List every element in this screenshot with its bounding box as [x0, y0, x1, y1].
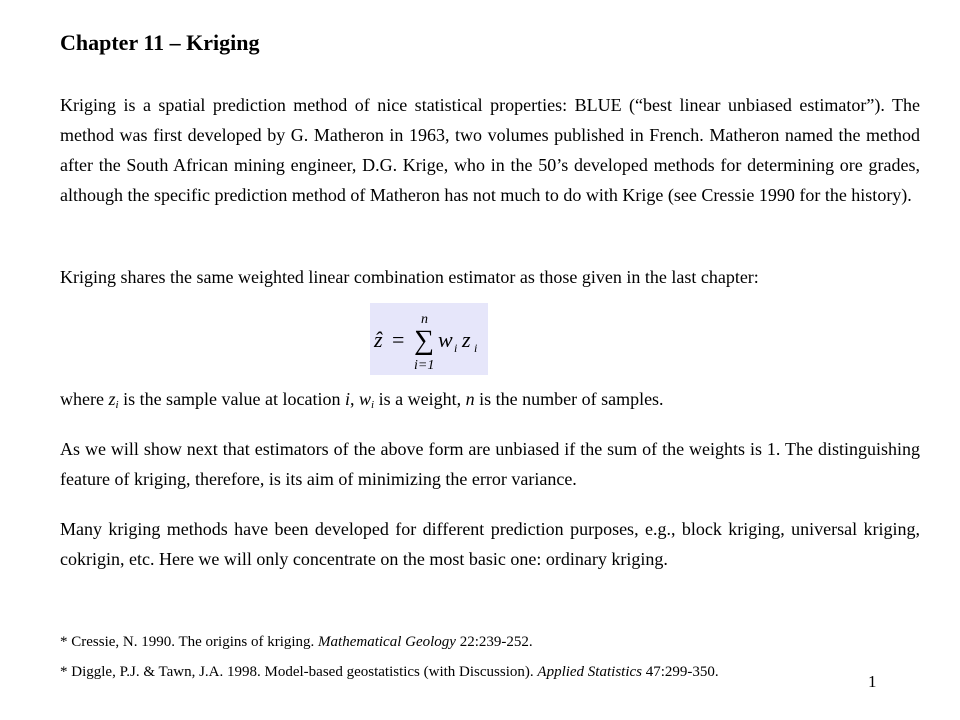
formula-z: z: [462, 327, 471, 352]
formula-z-subscript: i: [474, 341, 478, 355]
formula-equals: =: [392, 327, 405, 352]
estimator-formula: [370, 303, 488, 375]
unbiased-paragraph: As we will show next that estimators of the above form are unbiased if the sum of the weights is 1. The distinguishing feature of kriging, therefore, is its aim of minimizing the error variance.: [60, 439, 920, 489]
formula-w-subscript: i: [454, 341, 458, 355]
formula-sum-symbol: ∑: [414, 325, 434, 356]
formula-upper-limit: n: [421, 312, 428, 327]
definition-paragraph: where $z_i$ is the sample value at location i, $w_i$ is a weight, n is the number of samples.: [60, 389, 664, 411]
reference-cressie: * Cressie, N. 1990. The origins of kriging. Mathematical Geology 22:239-252.: [60, 634, 533, 650]
page-number: 1: [868, 672, 877, 691]
formula-w: w: [438, 327, 453, 352]
estimator-paragraph: Kriging shares the same weighted linear combination estimator as those given in the last chapter:: [60, 267, 759, 287]
intro-paragraph: Kriging is a spatial prediction method of nice statistical properties: BLUE (“best linear unbiased estimator”). The method was first developed by G. Matheron in 1963, two volumes published in French. Matheron named the method after the South African mining engineer, D.G. Krige, who in the 50’s developed methods for determining ore grades, although the specific prediction method of Matheron has not much to do with Krige (see Cressie 1990 for the history).: [60, 95, 920, 205]
formula-zhat: ẑ: [374, 327, 383, 352]
chapter-title: Chapter 11 – Kriging: [60, 30, 260, 55]
reference-diggle: * Diggle, P.J. & Tawn, J.A. 1998. Model-based geostatistics (with Discussion). Applied Statistics 47:299-350.: [60, 664, 719, 680]
methods-paragraph: Many kriging methods have been developed for different prediction purposes, e.g., block kriging, universal kriging, cokrigin, etc. Here we will only concentrate on the most basic one: ordinary kriging.: [60, 519, 920, 569]
formula-lower-limit: i=1: [414, 358, 435, 373]
